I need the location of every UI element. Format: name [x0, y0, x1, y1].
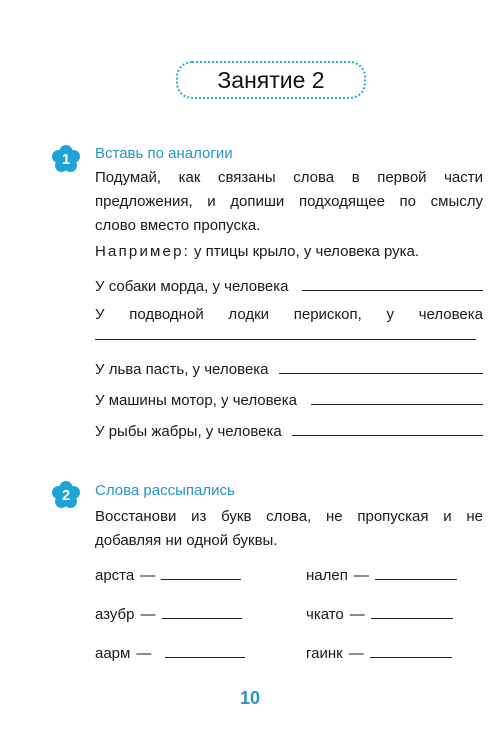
scrambled-word: [306, 643, 452, 662]
scrambled-letters: налеп: [306, 567, 348, 584]
section-2-instruction: [95, 505, 483, 553]
analogy-item: [95, 421, 483, 440]
analogy-prompt: У льва пасть, у человека: [95, 361, 269, 378]
scrambled-letters: чкато: [306, 606, 344, 623]
analogy-prompt: У собаки морда, у человека: [95, 278, 289, 295]
answer-blank[interactable]: [302, 276, 483, 291]
analogy-prompt: У подводной лодки перископ, у человека: [95, 306, 483, 323]
scrambled-word: [95, 565, 241, 584]
analogy-item: [95, 276, 483, 295]
scrambled-word: [306, 565, 457, 584]
answer-blank[interactable]: [292, 421, 483, 436]
dash: —: [140, 567, 156, 584]
page-number: 10: [239, 688, 261, 708]
answer-blank[interactable]: [161, 565, 241, 580]
answer-blank[interactable]: [370, 643, 452, 658]
instruction-line: Подумай, как связаны слова в первой части: [95, 169, 483, 186]
scrambled-letters: аарм: [95, 645, 131, 662]
section-2-badge: [52, 481, 80, 509]
example-text: у птицы крыло, у человека рука.: [193, 243, 420, 260]
dash: —: [136, 645, 152, 662]
answer-blank[interactable]: [311, 390, 483, 405]
scrambled-word: [306, 604, 453, 623]
analogy-prompt: У машины мотор, у человека: [95, 392, 298, 409]
example-row: [95, 243, 483, 260]
instruction-line: предложения, и допиши подходящее по смыслу: [95, 193, 483, 210]
lesson-title: Занятие 2: [176, 61, 366, 99]
scrambled-letters: арста: [95, 567, 135, 584]
answer-blank[interactable]: [371, 604, 453, 619]
answer-blank[interactable]: [165, 643, 245, 658]
example-label: Например:: [95, 243, 190, 260]
scrambled-word: [95, 643, 245, 662]
dash: —: [140, 606, 156, 623]
instruction-line: слово вместо пропуска.: [95, 217, 261, 234]
instruction-line: Восстанови из букв слова, не пропуская и не: [95, 508, 483, 525]
section-1-instruction: [95, 166, 483, 238]
scrambled-letters: азубр: [95, 606, 135, 623]
section-2-number: 2: [61, 486, 71, 504]
answer-blank[interactable]: [95, 339, 476, 340]
section-1-number: 1: [61, 150, 71, 168]
scrambled-letters: гаинк: [306, 645, 343, 662]
answer-blank[interactable]: [375, 565, 457, 580]
answer-blank[interactable]: [279, 359, 483, 374]
dash: —: [348, 645, 364, 662]
scrambled-word: [95, 604, 242, 623]
analogy-prompt: У рыбы жабры, у человека: [95, 423, 282, 440]
section-1-badge: [52, 145, 80, 173]
analogy-item: [95, 390, 483, 409]
instruction-line: добавляя ни одной буквы.: [95, 532, 278, 549]
section-1-title: Вставь по аналогии: [95, 145, 233, 162]
section-2-title: Слова рассыпались: [95, 482, 235, 499]
dash: —: [353, 567, 369, 584]
dash: —: [349, 606, 365, 623]
answer-blank[interactable]: [162, 604, 242, 619]
analogy-item: [95, 306, 483, 323]
analogy-item: [95, 359, 483, 378]
